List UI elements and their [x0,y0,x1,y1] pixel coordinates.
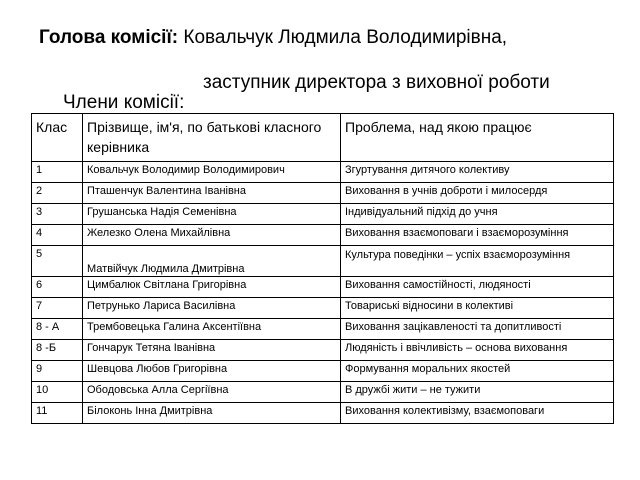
teacher-cell: Білоконь Інна Дмитрівна [83,403,341,424]
teacher-cell: Матвійчук Людмила Дмитрівна [83,246,341,277]
table-row [32,382,614,403]
problem-cell: В дружбі жити – не тужити [341,382,614,403]
problem-cell: Товариські відносини в колективі [341,298,614,319]
problem-cell: Людяність і ввічливість – основа виховання [341,340,614,361]
table-header-row [32,114,614,162]
header-class: Клас [32,114,83,162]
header-teacher: Прізвище, ім'я, по батькові класного керівника [83,114,341,162]
teacher-cell: Грушанська Надія Семенівна [83,204,341,225]
class-cell: 8 -Б [32,340,83,361]
teacher-cell: Шевцова Любов Григорівна [83,361,341,382]
class-cell: 7 [32,298,83,319]
class-cell: 9 [32,361,83,382]
class-cell: 3 [32,204,83,225]
class-cell: 10 [32,382,83,403]
class-cell: 2 [32,183,83,204]
head-label: Голова комісії: [39,27,179,48]
commission-head-line [39,27,507,49]
table-row [32,340,614,361]
class-cell: 8 - А [32,319,83,340]
problem-cell: Згуртування дитячого колективу [341,162,614,183]
problem-cell: Культура поведінки – успіх взаєморозуміння [341,246,614,277]
problem-cell: Індивідуальний підхід до учня [341,204,614,225]
table-row [32,204,614,225]
class-cell: 5 [32,246,83,277]
teacher-cell: Трембовецька Галина Аксентіївна [83,319,341,340]
header-problem: Проблема, над якою працює [341,114,614,162]
class-cell: 6 [32,277,83,298]
teacher-cell: Пташенчук Валентина Іванівна [83,183,341,204]
teacher-cell: Железко Олена Михайлівна [83,225,341,246]
class-cell: 4 [32,225,83,246]
table-row [32,298,614,319]
table-row [32,361,614,382]
members-label: Члени комісії: [63,92,185,113]
teacher-cell: Ковальчук Володимир Володимирович [83,162,341,183]
problem-cell: Виховання в учнів доброти і милосердя [341,183,614,204]
problem-cell: Виховання зацікавленості та допитливості [341,319,614,340]
teacher-cell: Петрунько Лариса Василівна [83,298,341,319]
problem-cell: Формування моральних якостей [341,361,614,382]
class-cell: 11 [32,403,83,424]
table-row [32,403,614,424]
teacher-cell: Ободовська Алла Сергіївна [83,382,341,403]
head-position: заступник директора з виховної роботи [203,72,550,93]
class-cell: 1 [32,162,83,183]
problem-cell: Виховання самостійності, людяності [341,277,614,298]
table-row [32,277,614,298]
members-table [31,113,614,424]
table-row [32,225,614,246]
head-name: Ковальчук Людмила Володимирівна, [183,27,508,48]
table-row [32,319,614,340]
teacher-cell: Цимбалюк Світлана Григорівна [83,277,341,298]
problem-cell: Виховання колективізму, взаємоповаги [341,403,614,424]
teacher-cell: Гончарук Тетяна Іванівна [83,340,341,361]
problem-cell: Виховання взаємоповаги і взаєморозуміння [341,225,614,246]
table-row [32,246,614,277]
table-row [32,183,614,204]
table-row [32,162,614,183]
